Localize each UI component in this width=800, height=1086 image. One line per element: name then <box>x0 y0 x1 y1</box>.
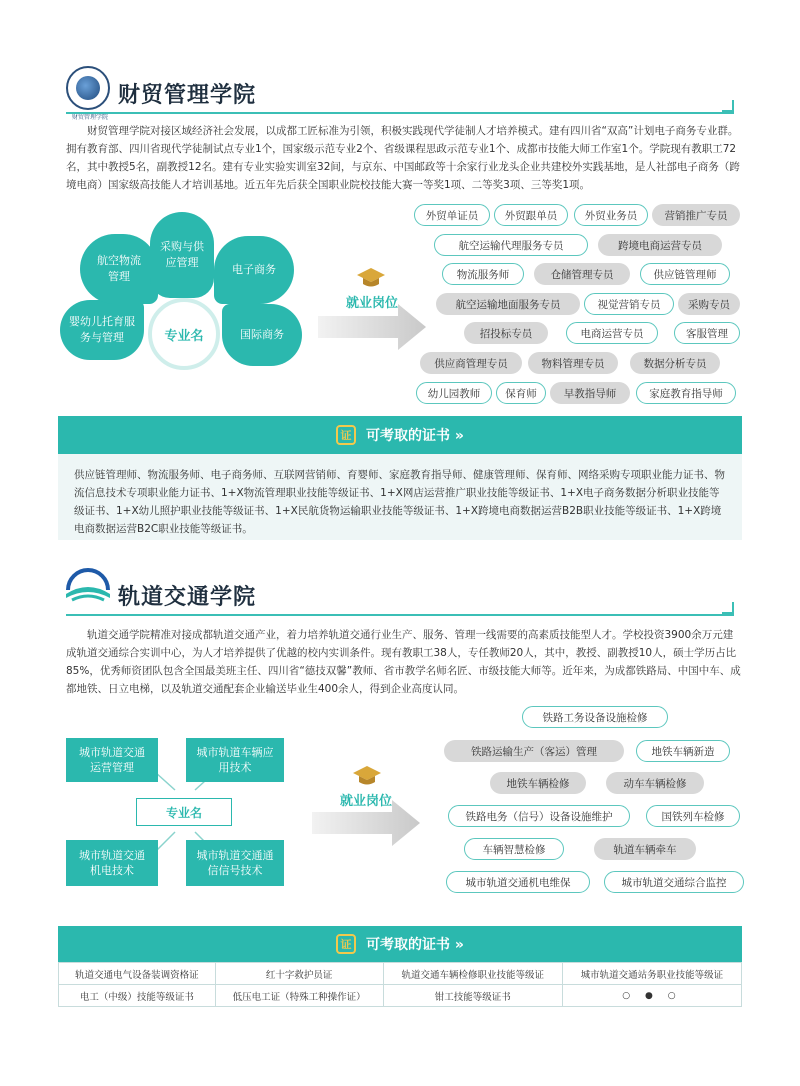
job-pill: 物流服务师 <box>442 263 524 285</box>
job-pill: 家庭教育指导师 <box>636 382 736 404</box>
job-pill: 外贸跟单员 <box>494 204 568 226</box>
cert-table <box>58 962 742 1007</box>
table-cell: 轨道交通车辆检修职业技能等级证 <box>383 963 562 985</box>
graduation-cap-icon <box>356 266 386 290</box>
table-cell: 红十字救护员证 <box>215 963 383 985</box>
job-pill: 招投标专员 <box>464 322 548 344</box>
cert-list: 供应链管理师、物流服务师、电子商务师、互联网营销师、育婴师、家庭教育指导师、健康管理师、保育师、网络采购专项职业能力证书、物流信息技术专项职业能力证书、1+X物流管理职业技能等级证书、1+X网店运营推广职业技能等级证书、1+X电子商务数据分析职业技能等级证书、1+X幼儿照护职业技能等级证书、1+X民航货物运输职业技能等级证书、1+X跨境电商数据运营B2B职业技能等级证书、1+X跨境电商数据运营B2C职业技能等级证书。 <box>58 454 742 540</box>
major-petal-4 <box>214 236 294 304</box>
rail-major-box <box>186 738 284 782</box>
job-pill: 航空运输地面服务专员 <box>436 293 580 315</box>
rail-major-box <box>66 738 158 782</box>
job-pill: 供应链管理师 <box>640 263 730 285</box>
rail-major-box <box>186 840 284 886</box>
job-pill: 车辆智慧检修 <box>464 838 564 860</box>
title-corner-decoration <box>722 100 734 112</box>
table-row <box>59 963 742 985</box>
rail-intro-paragraph: 轨道交通学院精准对接成都轨道交通产业，着力培养轨道交通行业生产、服务、管理一线需要的高素质技能型人才。学校投资3900余万元建成轨道交通综合实训中心，为人才培养提供了优越的校内实训条件。现有教职工38人，专任教师20人，其中，教授、副教授10人，硕士学历占比85%，优秀师资团队包含全国最美班主任、四川省“德技双馨”教师、省市教学名师名匠、市级技能大师等。近年来，为成都铁路局、中国中车、成都地铁、日立电梯，以及轨道交通配套企业输送毕业生400余人，得到企业高度认同。 <box>66 629 741 695</box>
cert-title: 可考取的证书 » <box>366 428 464 444</box>
job-pill: 物料管理专员 <box>528 352 618 374</box>
major-petal-1 <box>60 300 144 360</box>
section-title-finance: 财贸管理学院 <box>118 83 257 108</box>
job-pill: 营销推广专员 <box>652 204 740 226</box>
globe-icon <box>76 76 100 100</box>
job-pill: 外贸单证员 <box>414 204 490 226</box>
major-petal-5 <box>222 304 302 366</box>
table-cell: 轨道交通电气设备装调资格证 <box>59 963 216 985</box>
rail-major-box <box>66 840 158 886</box>
major-label: 电子商务 <box>232 263 276 276</box>
job-pill: 电商运营专员 <box>566 322 658 344</box>
college-logo-finance <box>66 66 110 121</box>
pagination-dots: ○ ● ○ <box>562 985 741 1007</box>
table-row <box>59 985 742 1007</box>
major-label: 航空物流管理 <box>97 254 141 283</box>
major-label: 城市轨道交通运营管理 <box>79 746 145 774</box>
table-cell: 城市轨道交通站务职业技能等级证 <box>562 963 741 985</box>
graduation-cap-icon <box>352 764 382 788</box>
job-pill: 航空运输代理服务专员 <box>434 234 588 256</box>
rail-major-center: 专业名 <box>136 798 232 826</box>
major-label: 城市轨道交通通信信号技术 <box>196 849 274 877</box>
job-pill: 幼儿园教师 <box>416 382 492 404</box>
logo-caption: 财贸管理学院 <box>71 114 108 121</box>
certificate-icon: 证 <box>336 934 356 954</box>
job-pill: 地铁车辆检修 <box>490 772 586 794</box>
job-pill: 视觉营销专员 <box>584 293 674 315</box>
job-pill: 轨道车辆牵车 <box>594 838 696 860</box>
arrow-right-icon <box>312 798 422 848</box>
job-pill: 国铁列车检修 <box>646 805 740 827</box>
job-pill: 铁路电务（信号）设备设施维护 <box>448 805 630 827</box>
major-label: 国际商务 <box>240 328 284 341</box>
major-label: 城市轨道交通机电技术 <box>79 849 145 877</box>
arrow-right-icon <box>318 302 428 352</box>
job-pill: 铁路工务设备设施检修 <box>522 706 668 728</box>
job-pill: 数据分析专员 <box>630 352 720 374</box>
major-petal-2 <box>80 234 158 304</box>
major-petal-3 <box>150 212 214 298</box>
job-pill: 仓储管理专员 <box>534 263 630 285</box>
job-pill: 外贸业务员 <box>574 204 648 226</box>
finance-intro-paragraph: 财贸管理学院对接区域经济社会发展，以成都工匠标准为引领，积极实践现代学徒制人才培养模式。建有四川省“双高”计划电子商务专业群。拥有教育部、四川省现代学徒制试点专业1个，国家级示范专业2个、省级课程思政示范专业1个、成都市技能大师工作室1个。学院现有教职工72名，其中教授5名，副教授12名。建有专业实验实训室32间，与京东、中国邮政等十余家行业龙头企业共建校外实践基地，是人社部电子商务（跨境电商）国家级高技能人才培训基地。近五年先后获全国职业院校技能大赛一等奖1项、二等奖3项、三等奖1项。 <box>66 125 740 191</box>
table-cell: 电工（中级）技能等级证书 <box>59 985 216 1007</box>
job-pill: 早教指导师 <box>550 382 630 404</box>
section-title-rail: 轨道交通学院 <box>118 585 257 610</box>
certificate-icon: 证 <box>336 425 356 445</box>
job-pill: 动车车辆检修 <box>606 772 704 794</box>
cert-banner <box>58 926 742 962</box>
major-label: 城市轨道车辆应用技术 <box>196 746 274 774</box>
major-center: 专业名 <box>148 298 220 370</box>
major-label: 婴幼儿托育服务与管理 <box>69 315 135 344</box>
job-pill: 城市轨道交通机电维保 <box>446 871 590 893</box>
job-pill: 地铁车辆新造 <box>636 740 730 762</box>
major-label: 采购与供应管理 <box>160 240 204 269</box>
job-pill: 铁路运输生产（客运）管理 <box>444 740 624 762</box>
job-pill: 保育师 <box>496 382 546 404</box>
jobs-label: 就业岗位 <box>346 296 399 311</box>
job-pill: 客服管理 <box>674 322 740 344</box>
jobs-label: 就业岗位 <box>340 794 393 809</box>
job-pill: 采购专员 <box>678 293 740 315</box>
job-pill: 城市轨道交通综合监控 <box>604 871 744 893</box>
table-cell: 钳工技能等级证书 <box>383 985 562 1007</box>
title-underline <box>66 614 734 616</box>
title-underline <box>66 112 734 114</box>
job-pill: 跨境电商运营专员 <box>598 234 722 256</box>
title-corner-decoration <box>722 602 734 614</box>
cert-title: 可考取的证书 » <box>366 937 464 953</box>
table-cell: 低压电工证（特殊工种操作证） <box>215 985 383 1007</box>
job-pill: 供应商管理专员 <box>420 352 522 374</box>
cert-banner <box>58 416 742 454</box>
rail-logo-icon <box>62 568 114 608</box>
